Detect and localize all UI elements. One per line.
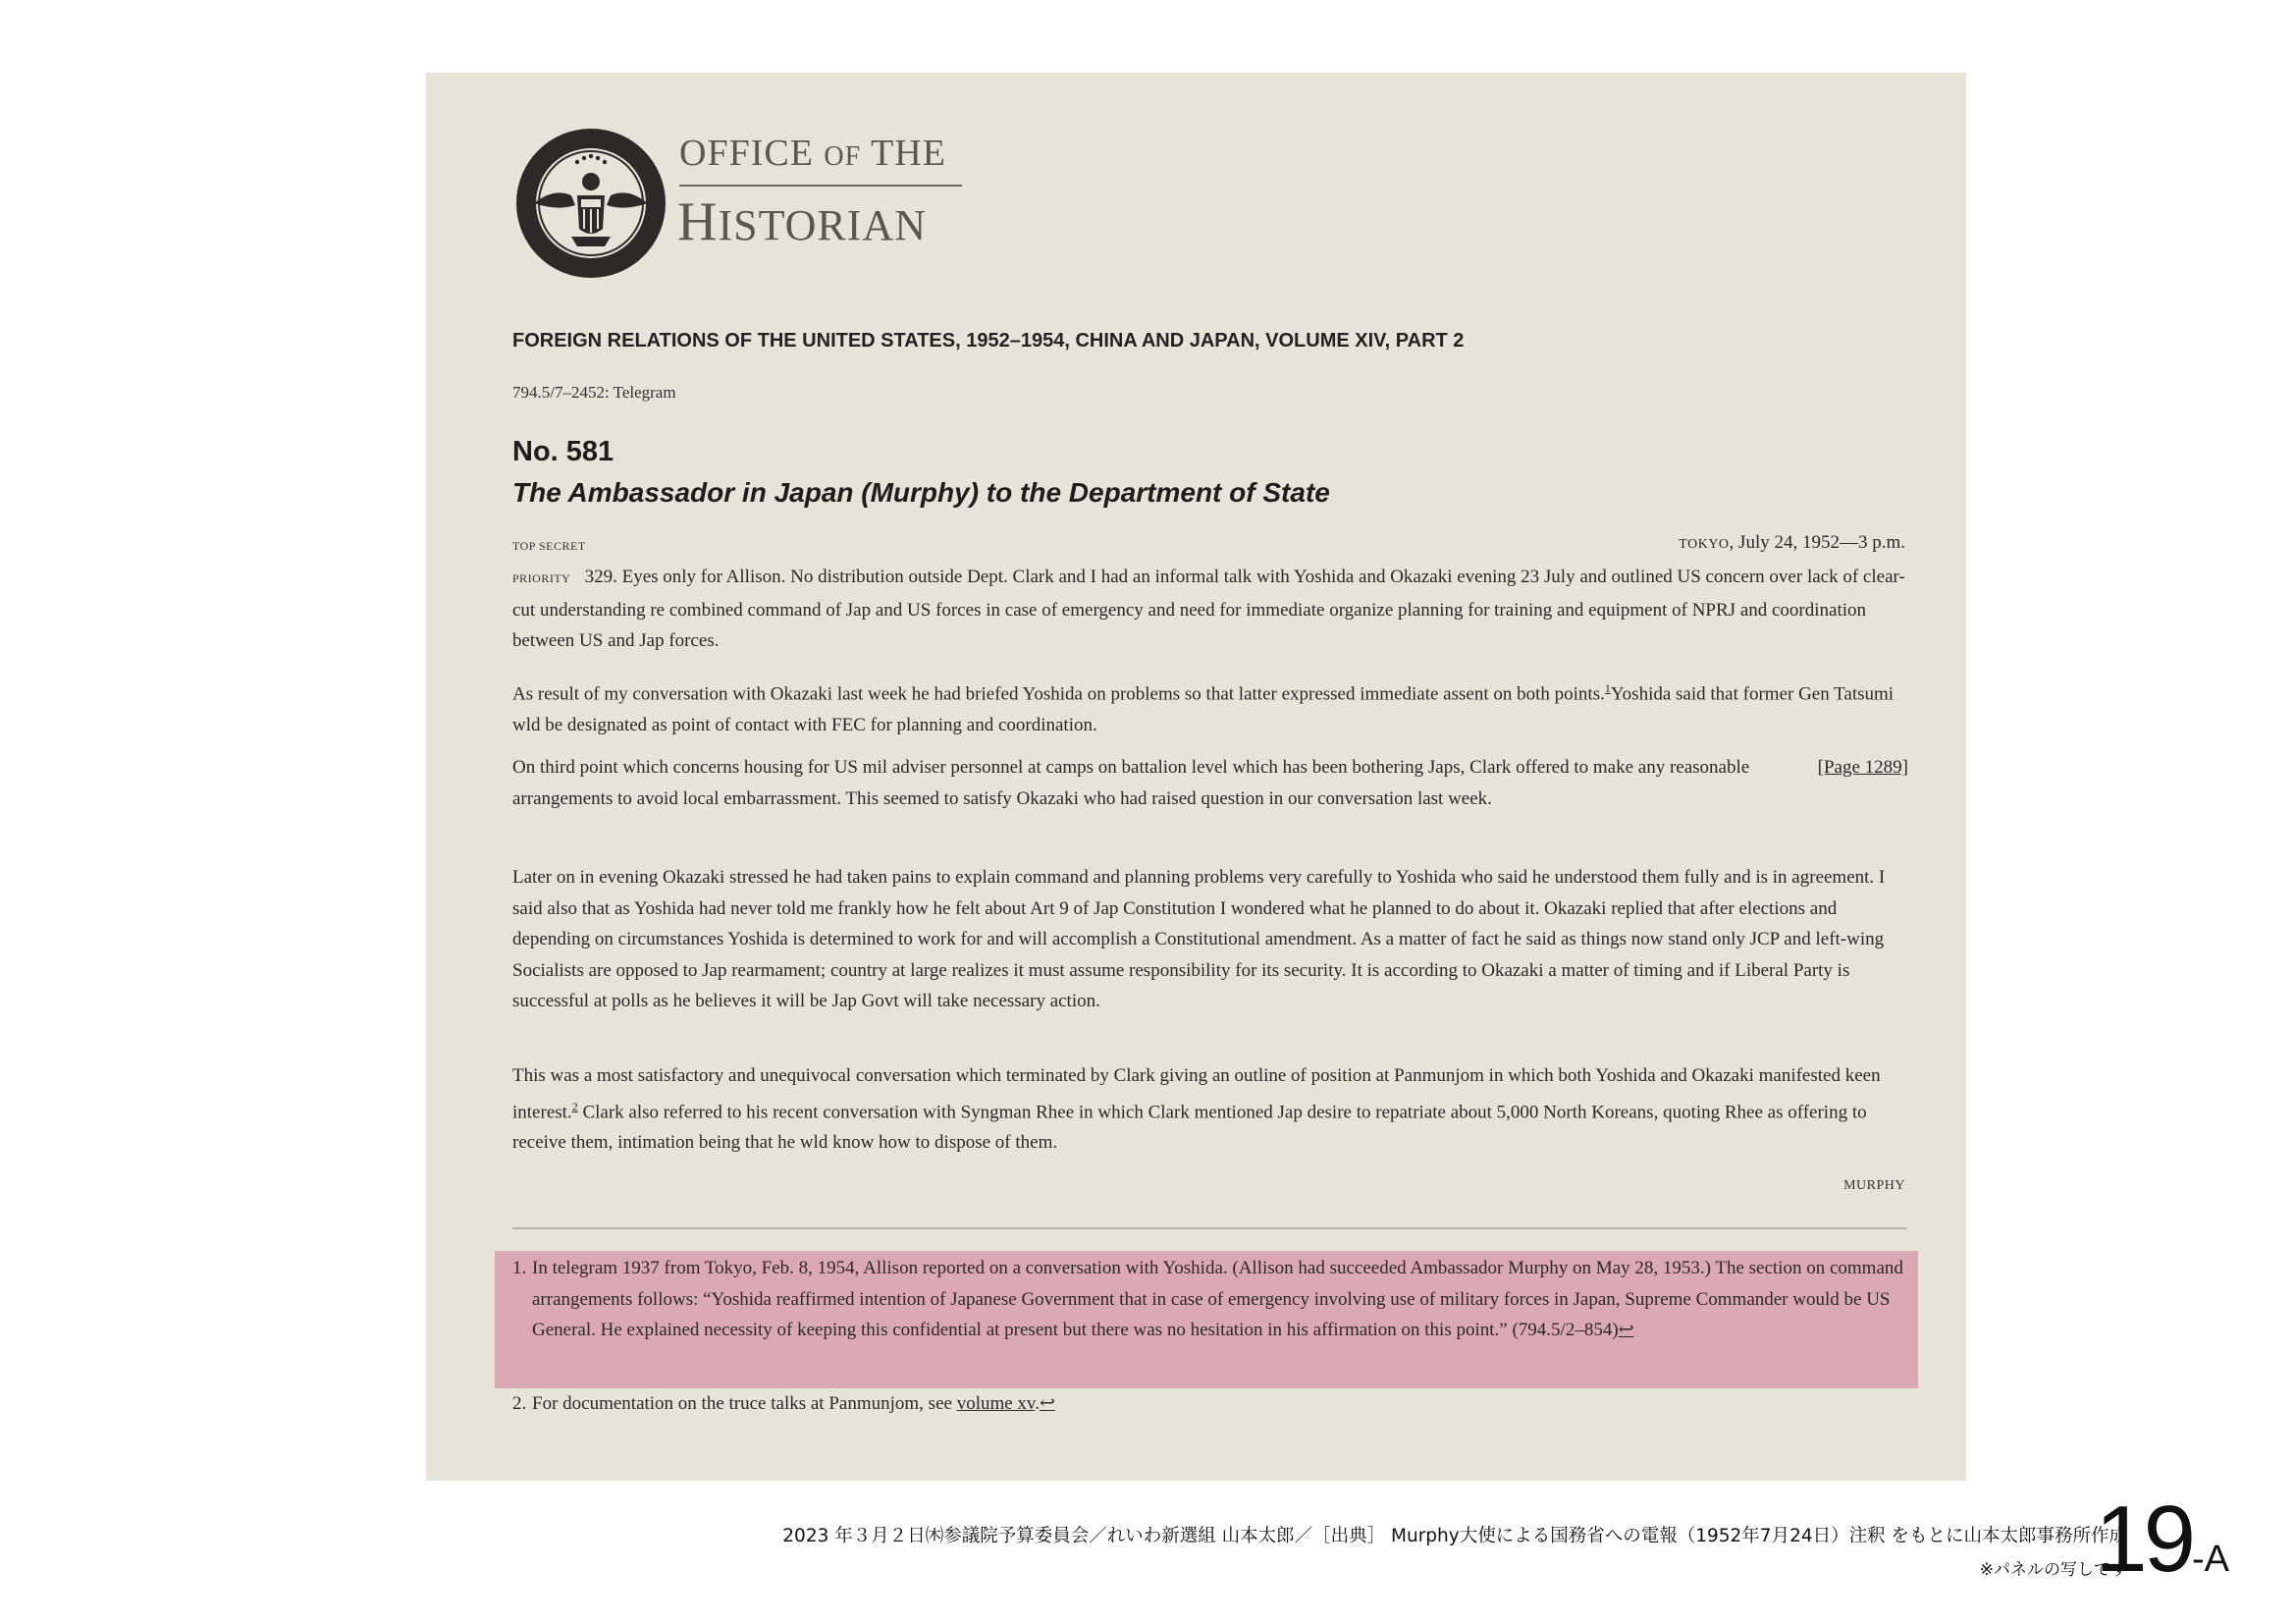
document-number: No. 581 [512,436,614,467]
volume-xv-link[interactable]: volume xv [956,1393,1036,1414]
dateline-date: , July 24, 1952—3 p.m. [1729,532,1905,553]
office-of-the-historian-logo[interactable] [677,134,1011,255]
logo-divider [679,185,962,187]
paragraph-5: This was a most satisfactory and unequivocal conversation which terminated by Clark giving an outline of position at Panmunjom in which both Yoshida and Okazaki manifested keen interest.$^2$ Clark also referred to his recent conversation with Syngman Rhee in which Clark mentioned Jap desire to repatriate about 5,000 North Koreans, quoting Rhee as offering to receive them, intimation being that he wld know how to dispose of them. [512,1065,1881,1154]
dateline-place: TOKYO [1679,537,1730,552]
classification-label: TOP SECRET [512,539,586,553]
paragraph-2: As result of my conversation with Okazaki last week he had briefed Yoshida on problems so that latter expressed immediate assent on both points.$^1$Yoshida said that former Gen Tatsumi wld be designated as point of contact with FEC for planning and coordination. [512,681,1895,735]
panel-caption: 2023 年３月２日㈭参議院予算委員会／れいわ新選組 山本太郎／［出典］ Murphy大使による国務省への電報（1952年7月24日）注釈 をもとに山本太郎事務所作成 [782,1526,2127,1546]
footnote-ref-2[interactable]: 2 [571,1099,578,1113]
panel-caption-note: ※パネルの写しです [1979,1560,2127,1580]
paragraph-1: PRIORITY 329. Eyes only for Allison. No distribution outside Dept. Clark and I had an informal talk with Yoshida and Okazaki evening 23 July and outlined US concern over lack of clear-cut understanding re combined command of Jap and US forces in case of emergency and need for immediate organize planning for training and equipment of NPRJ and coordination between US and Jap forces. [512,567,1905,651]
footnote-divider [512,1227,1906,1229]
document-source-id: 794.5/7–2452: Telegram [512,383,676,402]
priority-label: PRIORITY [512,571,571,585]
series-title: FOREIGN RELATIONS OF THE UNITED STATES, 1952–1954, CHINA AND JAPAN, VOLUME XIV, PART 2 [512,330,1465,352]
logo-top-line: OFFICE OF THE [679,133,946,174]
footnote-ref-1[interactable]: 1 [1604,681,1611,695]
footnote-1-number: 1. [512,1258,527,1278]
document-title: The Ambassador in Japan (Murphy) to the Department of State [512,477,1330,508]
paragraph-3: [Page 1289] On third point which concerns housing for US mil adviser personnel at camps on battalion level which has been bothering Japs, Clark offered to make any reasonable arrangements to avoid local embarrassment. This seemed to satisfy Okazaki who had raised question in our conversation last week. [512,752,1906,814]
document-panel [426,73,1966,1481]
paragraph-4: Later on in evening Okazaki stressed he had taken pains to explain command and planning problems very carefully to Yoshida who said he understood them fully and is in agreement. I said also that as Yoshida had never told me frankly how he felt about Art 9 of Jap Constitution I wondered what he planned to do about it. Okazaki replied that after elections and depending on circumstances Yoshida is determined to work for and will accomplish a Constitutional amendment. As a matter of fact he said as things now stand only JCP and left-wing Socialists are opposed to Jap rearmament; country at large realizes it must assume responsibility for its security. It is according to Okazaki a matter of timing and if Liberal Party is successful at polls as he believes it will be Jap Govt will take necessary action. [512,867,1886,1011]
dateline [1679,532,1905,554]
footnote-1-backlink[interactable]: ↩ [1618,1320,1634,1340]
signature: MURPHY [1843,1178,1905,1193]
department-of-state-seal-icon [514,127,667,280]
page-link[interactable]: [Page 1289] [1817,757,1908,778]
footnote-2-backlink[interactable]: ↩ [1039,1393,1055,1414]
logo-bottom-line: HISTORIAN [677,191,927,252]
panel-number: 19-A [2095,1487,2229,1592]
footnote-1: 1. In telegram 1937 from Tokyo, Feb. 8, 1954, Allison reported on a conversation with Yoshida. (Allison had succeeded Ambassador Murphy on May 28, 1953.) The section on command arrangements follows: “Yoshida reaffirmed intention of Japanese Government that in case of emergency involving use of military forces in Japan, Supreme Commander would be US General. He explained necessity of keeping this confidential at present but there was no hesitation in his affirmation on this point.” (794.5/2–854)↩ [512,1253,1906,1346]
footnote-2-number: 2. [512,1393,527,1414]
footnote-2: 2. For documentation on the truce talks at Panmunjom, see volume xv.↩ [512,1388,1906,1420]
